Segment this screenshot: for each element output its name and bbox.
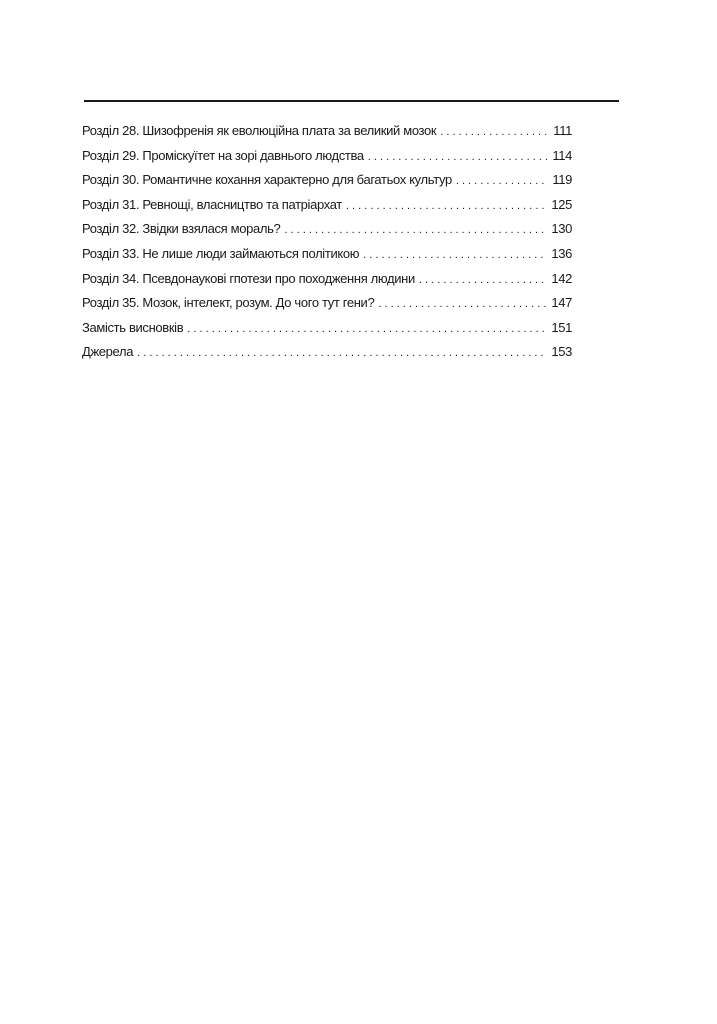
toc-dot-leader: [378, 292, 546, 317]
toc-entry-page: 153: [551, 344, 572, 360]
header-rule: [84, 100, 619, 102]
toc-dot-leader: [187, 317, 546, 342]
toc-dot-leader: [456, 169, 547, 194]
toc-entry-title: Розділ 28. Шизофренія як еволюційна плата за великий мозок: [82, 123, 437, 138]
toc-entry: [82, 340, 572, 365]
toc-dot-leader: [440, 120, 547, 145]
toc-entry-title: Розділ 31. Ревнощі, власництво та патріархат: [82, 196, 342, 212]
toc-entry: [82, 242, 572, 267]
toc-dot-leader: [284, 218, 546, 243]
toc-entry-title: Розділ 33. Не лише люди займаються політикою: [82, 245, 360, 261]
toc-entry-page: 136: [551, 245, 572, 261]
toc-entry: [82, 144, 572, 169]
toc-entry-title: Розділ 30. Романтичне кохання характерно для багатьох культур: [82, 172, 452, 188]
toc-entry-title: Джерела: [82, 344, 134, 360]
toc-entry: [82, 291, 572, 316]
toc-entry-page: 111: [553, 123, 572, 138]
toc-entry: [82, 316, 572, 341]
table-of-contents: [82, 119, 572, 365]
toc-entry-title: Замість висновків: [82, 319, 184, 335]
toc-entry: [82, 168, 572, 193]
toc-dot-leader: [363, 243, 546, 268]
toc-entry-title: Розділ 34. Псевдонаукові гпотези про походження людини: [82, 270, 415, 286]
toc-entry: [82, 119, 572, 144]
toc-dot-leader: [137, 341, 546, 366]
toc-dot-leader: [368, 145, 547, 170]
toc-dot-leader: [419, 268, 546, 293]
toc-entry-page: 114: [552, 147, 572, 163]
toc-entry-title: Розділ 32. Звідки взялася мораль?: [82, 221, 281, 237]
toc-entry-title: Розділ 35. Мозок, інтелект, розум. До чого тут гени?: [82, 295, 375, 311]
toc-entry-title: Розділ 29. Проміскуїтет на зорі давнього людства: [82, 147, 364, 163]
toc-dot-leader: [346, 194, 546, 219]
toc-entry-page: 119: [552, 172, 572, 188]
toc-entry-page: 147: [551, 295, 572, 311]
toc-entry-page: 151: [551, 319, 572, 335]
toc-entry: [82, 193, 572, 218]
toc-entry-page: 142: [551, 270, 572, 286]
toc-entry: [82, 267, 572, 292]
toc-entry-page: 130: [551, 221, 572, 237]
toc-entry: [82, 217, 572, 242]
toc-entry-page: 125: [551, 196, 572, 212]
